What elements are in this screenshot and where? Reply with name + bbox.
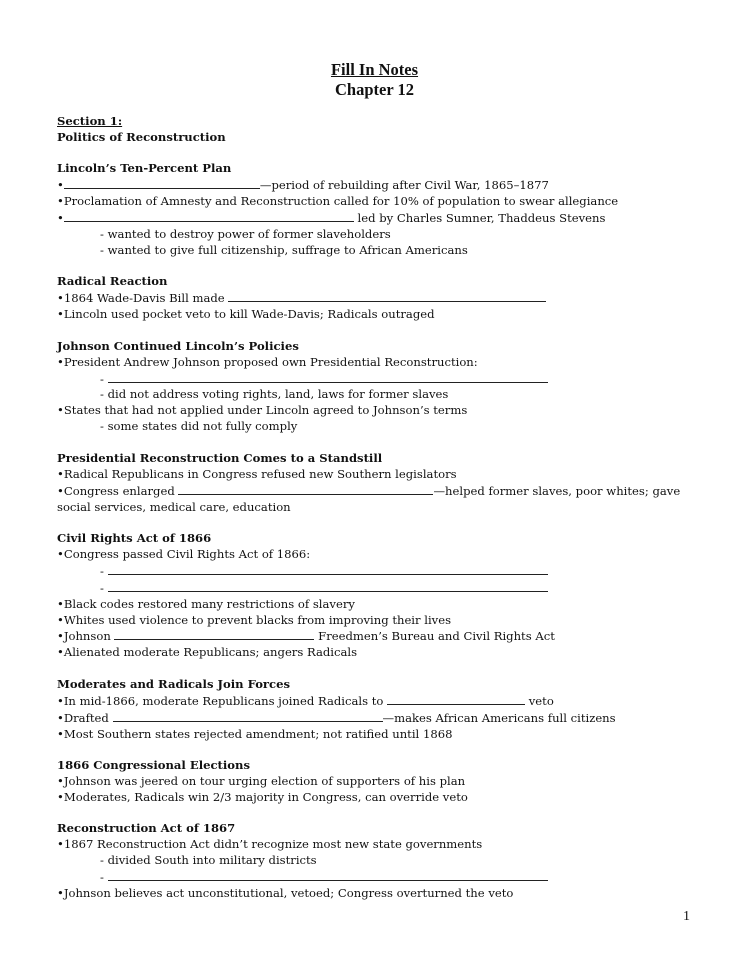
section-heading: Reconstruction Act of 1867 xyxy=(57,821,236,836)
fill-in-blank[interactable] xyxy=(108,371,548,383)
note-groups xyxy=(57,161,697,902)
bullet-item xyxy=(57,837,697,853)
item-text: - some states did not fully comply xyxy=(100,419,298,434)
fill-in-blank[interactable] xyxy=(228,290,546,302)
bullet-item xyxy=(57,628,697,645)
bullet-item xyxy=(57,483,697,516)
bullet-item xyxy=(57,693,697,710)
item-text: •Radical Republicans in Congress refused new Southern legislators xyxy=(57,466,457,481)
item-text: • xyxy=(57,178,64,193)
section-heading: Civil Rights Act of 1866 xyxy=(57,531,212,545)
page-title: Fill In Notes xyxy=(330,60,419,79)
bullet-item xyxy=(57,774,697,790)
chapter-title: Chapter 12 xyxy=(335,80,414,99)
bullet-item xyxy=(57,597,697,613)
item-text: •Congress enlarged xyxy=(57,483,179,498)
sub-item xyxy=(57,563,697,580)
item-text: •Drafted xyxy=(57,710,113,725)
title-block xyxy=(0,60,749,100)
bullet-item xyxy=(57,210,697,227)
bullet-item xyxy=(57,613,697,629)
fill-in-blank[interactable] xyxy=(387,693,525,705)
bullet-item xyxy=(57,177,697,194)
item-text: •In mid-1866, moderate Republicans joined Radicals to xyxy=(57,693,388,708)
item-text: •Johnson xyxy=(57,629,115,644)
bullet-item xyxy=(57,194,697,210)
bullet-item xyxy=(57,886,697,902)
bullet-item xyxy=(57,727,697,743)
item-text: - xyxy=(100,371,108,386)
notes-body xyxy=(57,114,697,902)
bullet-item xyxy=(57,547,697,563)
sub-item xyxy=(57,371,697,388)
item-text-after: —helped former slaves, poor whites; gave social services, medical care, education xyxy=(57,483,681,514)
item-text: •Whites used violence to prevent blacks from improving their lives xyxy=(57,612,452,627)
sub-item xyxy=(57,419,697,435)
sub-item xyxy=(57,227,697,243)
fill-in-blank[interactable] xyxy=(178,483,433,495)
section-heading: Radical Reaction xyxy=(57,274,168,289)
section-label: Section 1: xyxy=(57,114,123,128)
item-text: •Alienated moderate Republicans; angers Radicals xyxy=(57,645,358,660)
item-text: - xyxy=(100,563,108,578)
sub-item xyxy=(57,869,697,886)
bullet-item xyxy=(57,467,697,483)
bullet-item xyxy=(57,290,697,307)
fill-in-blank[interactable] xyxy=(108,563,548,575)
item-text-after: —makes African Americans full citizens xyxy=(382,710,616,725)
sub-item xyxy=(57,243,697,259)
item-text: - wanted to give full citizenship, suffrage to African Americans xyxy=(100,242,468,257)
item-text: •President Andrew Johnson proposed own Presidential Reconstruction: xyxy=(57,354,478,369)
sub-item xyxy=(57,853,697,869)
bullet-item xyxy=(57,710,697,727)
item-text: •Lincoln used pocket veto to kill Wade-Davis; Radicals outraged xyxy=(57,307,435,322)
item-text: - xyxy=(100,580,108,595)
section-heading: Moderates and Radicals Join Forces xyxy=(57,676,291,691)
fill-in-blank[interactable] xyxy=(64,210,354,222)
item-text: - wanted to destroy power of former slaveholders xyxy=(100,227,391,242)
item-text: - xyxy=(100,870,108,885)
fill-in-blank[interactable] xyxy=(64,177,260,189)
sub-item xyxy=(57,580,697,597)
item-text: - did not address voting rights, land, laws for former slaves xyxy=(100,387,449,402)
item-text: •Proclamation of Amnesty and Reconstruction called for 10% of population to swear allegiance xyxy=(57,194,619,209)
section-heading: Johnson Continued Lincoln’s Policies xyxy=(57,338,299,353)
bullet-item xyxy=(57,790,697,806)
sub-item xyxy=(57,387,697,403)
fill-in-blank[interactable] xyxy=(113,710,383,722)
fill-in-blank[interactable] xyxy=(108,869,548,881)
section-heading: Presidential Reconstruction Comes to a Standstill xyxy=(57,450,383,465)
item-text-after: —period of rebuilding after Civil War, 1865–1877 xyxy=(259,178,549,193)
section-heading: 1866 Congressional Elections xyxy=(57,758,250,773)
section-heading: Lincoln’s Ten-Percent Plan xyxy=(57,161,232,176)
item-text-after: veto xyxy=(525,693,554,708)
item-text-after: led by Charles Sumner, Thaddeus Stevens xyxy=(353,211,606,226)
item-text: •Black codes restored many restrictions of slavery xyxy=(57,596,355,611)
item-text: - divided South into military districts xyxy=(100,853,317,868)
item-text-after: Freedmen’s Bureau and Civil Rights Act xyxy=(314,629,555,644)
item-text: •1867 Reconstruction Act didn’t recognize most new state governments xyxy=(57,837,483,852)
fill-in-blank[interactable] xyxy=(114,628,314,640)
item-text: •Johnson believes act unconstitutional, vetoed; Congress overturned the veto xyxy=(57,886,514,900)
item-text: •Congress passed Civil Rights Act of 1866: xyxy=(57,546,311,561)
item-text: •1864 Wade-Davis Bill made xyxy=(57,291,229,306)
bullet-item xyxy=(57,307,697,323)
bullet-item xyxy=(57,355,697,371)
item-text: •Johnson was jeered on tour urging election of supporters of his plan xyxy=(57,773,466,788)
item-text: • xyxy=(57,211,64,226)
page-number: 1 xyxy=(683,909,690,924)
item-text: •Moderates, Radicals win 2/3 majority in Congress, can override veto xyxy=(57,789,468,804)
item-text: •Most Southern states rejected amendment; not ratified until 1868 xyxy=(57,726,453,741)
section-title: Politics of Reconstruction xyxy=(57,129,226,144)
fill-in-blank[interactable] xyxy=(108,580,548,592)
bullet-item xyxy=(57,403,697,419)
bullet-item xyxy=(57,645,697,661)
item-text: •States that had not applied under Lincoln agreed to Johnson’s terms xyxy=(57,403,468,418)
